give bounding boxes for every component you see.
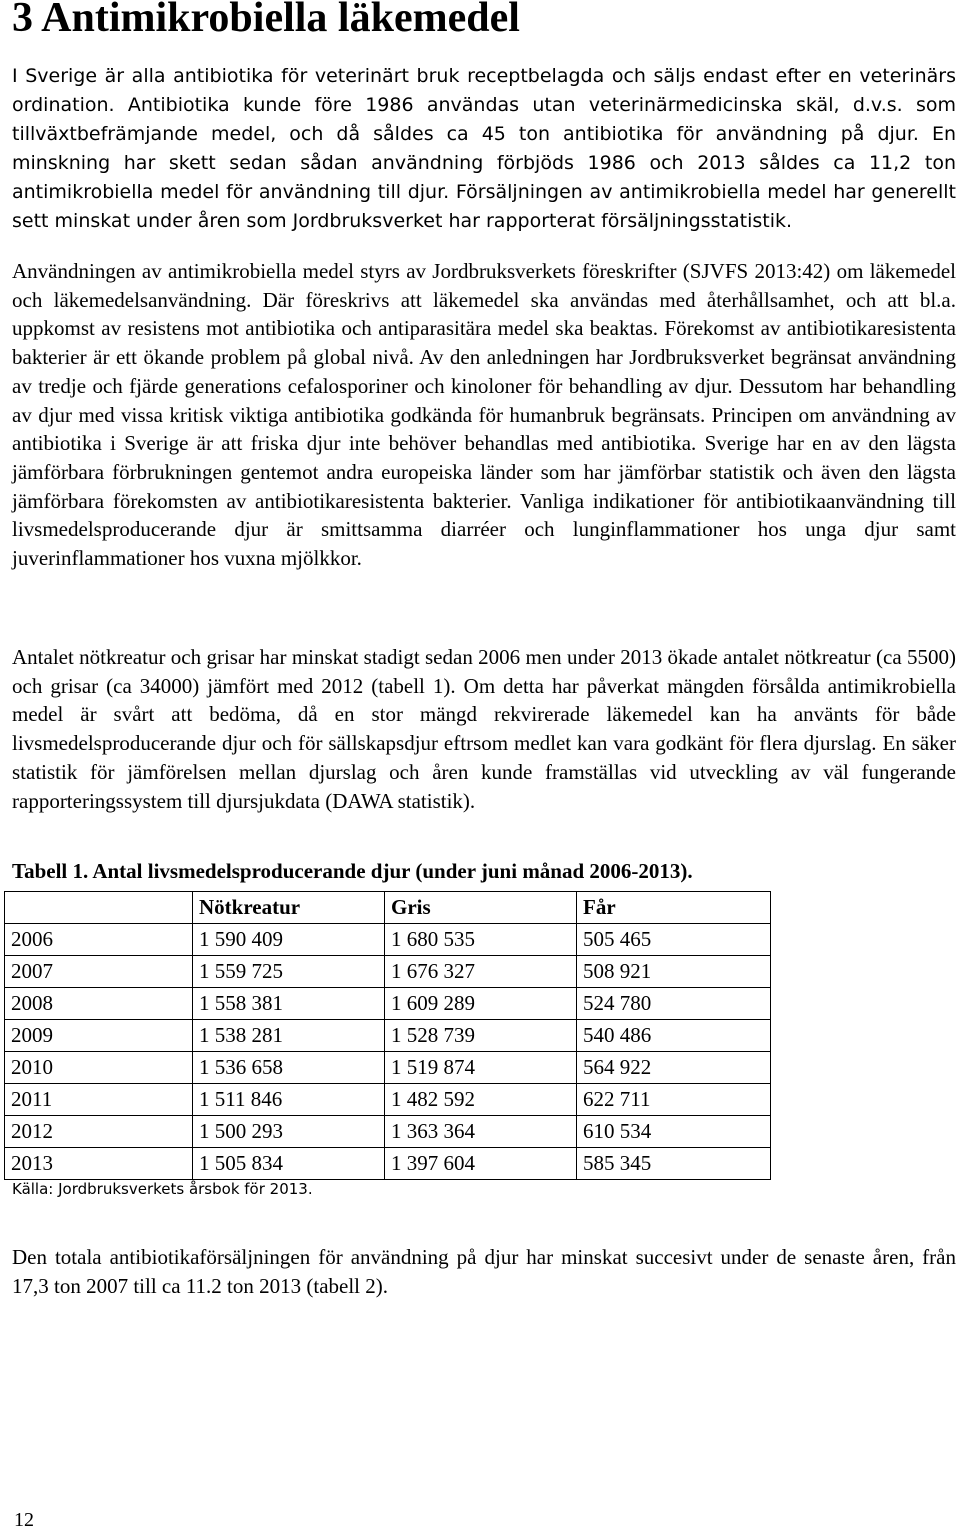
table-row <box>5 956 771 988</box>
year-cell: 2006 <box>5 924 193 956</box>
table-caption: Tabell 1. Antal livsmedelsproducerande djur (under juni månad 2006-2013). <box>12 859 693 883</box>
page-number: 12 <box>14 1509 34 1531</box>
year-cell: 2008 <box>5 988 193 1020</box>
table-row <box>5 988 771 1020</box>
cattle-cell: 1 559 725 <box>193 956 385 988</box>
table-row <box>5 1020 771 1052</box>
pig-cell: 1 363 364 <box>385 1116 577 1148</box>
sheep-cell: 564 922 <box>577 1052 771 1084</box>
cattle-cell: 1 538 281 <box>193 1020 385 1052</box>
cattle-cell: 1 558 381 <box>193 988 385 1020</box>
livestock-table <box>4 891 771 1180</box>
sheep-cell: 610 534 <box>577 1116 771 1148</box>
sheep-cell: 524 780 <box>577 988 771 1020</box>
year-cell: 2012 <box>5 1116 193 1148</box>
pig-cell: 1 528 739 <box>385 1020 577 1052</box>
header-cell: Gris <box>385 892 577 924</box>
table-row <box>5 924 771 956</box>
year-cell: 2009 <box>5 1020 193 1052</box>
cattle-cell: 1 505 834 <box>193 1148 385 1180</box>
sheep-cell: 585 345 <box>577 1148 771 1180</box>
sheep-cell: 505 465 <box>577 924 771 956</box>
cattle-cell: 1 536 658 <box>193 1052 385 1084</box>
sheep-cell: 540 486 <box>577 1020 771 1052</box>
paragraph-3: Antalet nötkreatur och grisar har minskat stadigt sedan 2006 men under 2013 ökade antalet nötkreatur (ca 5500) och grisar (ca 34000) jämfört med 2012 (tabell 1). Om detta har påverkat mängden försålda antimikrobiella medel är svårt att bedöma, då en stor mängd rekvirerade läkemedel kan ha använts för både livsmedelsproducerande djur och för sällskapsdjur eftrsom medlet kan vara godkänt för flera djurslag. En säker statistik för jämförelsen mellan djurslag och åren kunde framställas vid utveckling av väl fungerande rapporteringssystem till djursjukdata (DAWA statistik). <box>12 645 956 813</box>
year-cell: 2010 <box>5 1052 193 1084</box>
pig-cell: 1 680 535 <box>385 924 577 956</box>
pig-cell: 1 397 604 <box>385 1148 577 1180</box>
paragraph-4: Den totala antibiotikaförsäljningen för användning på djur har minskat succesivt under de senaste åren, från 17,3 ton 2007 till ca 11.2 ton 2013 (tabell 2). <box>12 1245 956 1298</box>
section-heading: 3 Antimikrobiella läkemedel <box>12 0 520 41</box>
year-cell: 2011 <box>5 1084 193 1116</box>
table-row <box>5 1116 771 1148</box>
sheep-cell: 622 711 <box>577 1084 771 1116</box>
pig-cell: 1 609 289 <box>385 988 577 1020</box>
year-cell: 2013 <box>5 1148 193 1180</box>
table-header-row <box>5 892 771 924</box>
year-cell: 2007 <box>5 956 193 988</box>
paragraph-2: Användningen av antimikrobiella medel styrs av Jordbruksverkets föreskrifter (SJVFS 2013:42) om läkemedel och läkemedelsanvändning. Där föreskrivs att läkemedel ska användas med återhållsamhet, och att bl.a. uppkomst av resistens mot antibiotika och antiparasitära medel ska beaktas. Förekomst av antibiotikaresistenta bakterier är ett ökande problem på global nivå. Av den anledningen har Jordbruksverket begränsat användning av tredje och fjärde generations cefalosporiner och kinoloner för behandling av djur. Dessutom har behandling av djur med vissa kritisk viktiga antibiotika godkända för humanbruk begränsats. Principen om användning av antibiotika i Sverige är att friska djur inte behöver behandlas med antibiotika. Sverige har en av den lägsta jämförbara förbrukningen gentemot andra europeiska länder som har jämförbar statistik och även den lägsta jämförbara förekomsten av antibiotikaresistenta bakterier. Vanliga indikationer för antibiotikaanvändning till livsmedelsproducerande djur är smittsamma diarréer och lunginflammationer hos unga djur samt juverinflammationer hos vuxna mjölkkor. <box>12 259 956 571</box>
cattle-cell: 1 500 293 <box>193 1116 385 1148</box>
sheep-cell: 508 921 <box>577 956 771 988</box>
cattle-cell: 1 590 409 <box>193 924 385 956</box>
header-cell <box>5 892 193 924</box>
pig-cell: 1 519 874 <box>385 1052 577 1084</box>
header-cell: Nötkreatur <box>193 892 385 924</box>
table-row <box>5 1052 771 1084</box>
pig-cell: 1 482 592 <box>385 1084 577 1116</box>
table-row <box>5 1148 771 1180</box>
cattle-cell: 1 511 846 <box>193 1084 385 1116</box>
table-source: Källa: Jordbruksverkets årsbok för 2013. <box>12 1180 313 1198</box>
table-row <box>5 1084 771 1116</box>
header-cell: Får <box>577 892 771 924</box>
pig-cell: 1 676 327 <box>385 956 577 988</box>
paragraph-1: I Sverige är alla antibiotika för veterinärt bruk receptbelagda och säljs endast efter en veterinärs ordination. Antibiotika kunde före 1986 användas utan veterinärmedicinska skäl, d.v.s. som tillväxtbefrämjande medel, och då såldes ca 45 ton antibiotika för användning på djur. En minskning har skett sedan sådan användning förbjöds 1986 och 2013 såldes ca 11,2 ton antimikrobiella medel för användning till djur. Försäljningen av antimikrobiella medel har generellt sett minskat under åren som Jordbruksverket har rapporterat försäljningsstatistik. <box>12 65 956 232</box>
